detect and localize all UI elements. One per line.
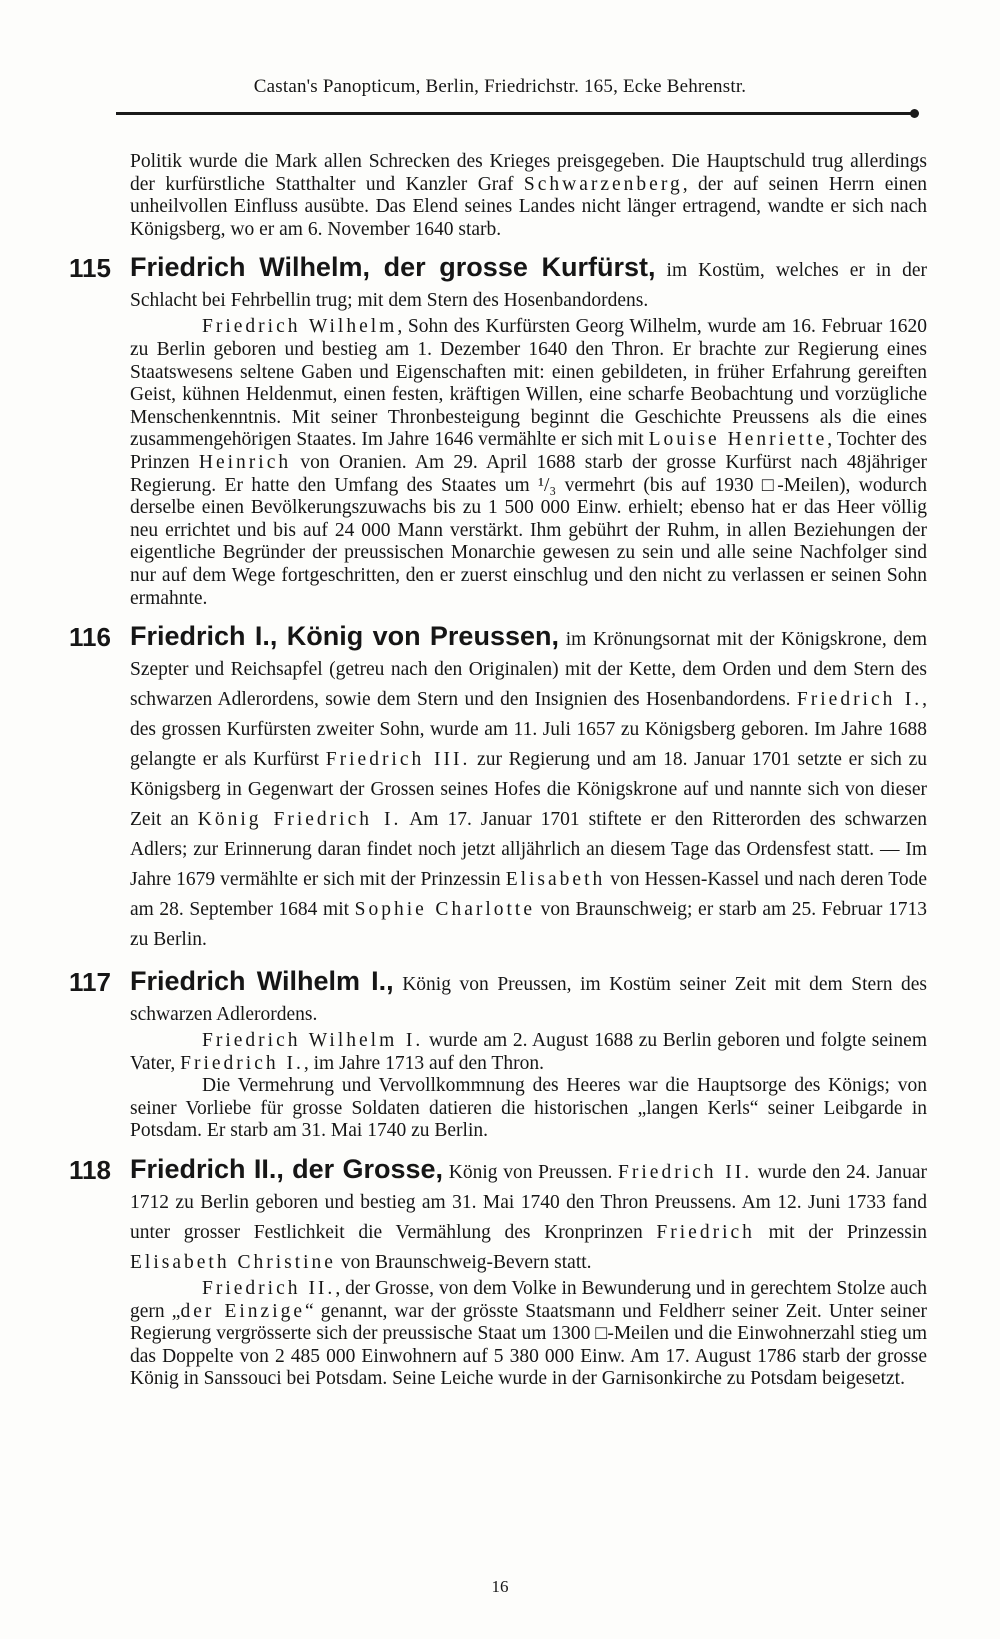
entry-number: 115 [69,253,111,284]
catalog-entry-115 [69,252,927,610]
entry-title: Friedrich Wilhelm I., [130,966,394,997]
header-rule-ornament [910,109,919,118]
page-number: 16 [491,1577,509,1596]
entry-paragraph: Friedrich Wilhelm, Sohn des Kurfürsten Georg Wilhelm, wurde am 16. Februar 1620 zu Berlin geboren und bestieg am 1. Dezember 1640 den Thron. Er brachte zur Regierung eines Staatswesens seltene Gaben und Eigenschaften mit: einen gebildeten, in früher Erfahrung gereiften Geist, kühnen Heldenmut, einen festen, kräftigen Willen, eine scharfe Beobachtung und vorzügliche Menschenkenntnis. Mit seiner Thronbesteigung beginnt die Geschichte Preussens als die eines zusammengehörigen Staates. Im Jahre 1646 vermählte er sich mit Louise Henriette, Tochter des Prinzen Heinrich von Oranien. Am 29. April 1688 starb der grosse Kurfürst nach 48jähriger Regierung. Er hatte den Umfang des Staates um ¹/₃ vermehrt (bis auf 1930 □-Meilen), wodurch derselbe einen Bevölkerungszuwachs bis zu 1 500 000 Einw. erhielt; ebenso hat er das Heer völlig neu errichtet und bis auf 24 000 Mann verstärkt. Ihm gebührt der Ruhm, in allen Beziehungen der eigentliche Begründer der preussischen Monarchie gewesen zu sein und alle seine Nachfolger sind nur auf dem Wege fortgeschritten, den er zuerst einschlug und den nicht zu verlassen er seinen Sohn ermahnte. [130,316,927,609]
entry-number: 117 [69,967,111,998]
entry-title: Friedrich II., der Grosse, [130,1154,444,1185]
entry-heading: Friedrich Wilhelm I., König von Preussen, im Kostüm seiner Zeit mit dem Stern des schwarzen Adlerordens. [130,966,927,1026]
entry-paragraph: Friedrich II., der Grosse, König von Preussen. Friedrich II. wurde den 24. Januar 1712 zu Berlin geboren und bestieg am 31. Mai 1740 den Thron Preussens. Am 12. Juni 1733 fand unter grosser Festlichkeit die Vermählung des Kronprinzen Friedrich mit der Prinzessin Elisabeth Christine von Braunschweig-Bevern statt. [130,1154,928,1274]
catalog-entry-116 [69,621,928,955]
entry-title: Friedrich I., König von Preussen, [130,621,559,652]
header-rule [116,112,916,115]
entry-paragraph: Friedrich I., König von Preussen, im Krönungsornat mit der Königskrone, dem Szepter und Reichsapfel (getreu nach den Originalen) mit der Kette, dem Orden und dem Stern des schwarzen Adlerordens, sowie dem Stern und den Insignien des Hosenbandordens. Friedrich I., des grossen Kurfürsten zweiter Sohn, wurde am 11. Juli 1657 zu Königsberg geboren. Im Jahre 1688 gelangte er als Kurfürst Friedrich III. zur Regierung und am 18. Januar 1701 setzte er sich zu Königsberg in Gegenwart der Grossen seines Hofes die Königskrone auf und nannte sich von dieser Zeit an König Friedrich I. Am 17. Januar 1701 stiftete er den Ritterorden des schwarzen Adlers; zur Erinnerung daran findet noch jetzt alljährlich an diesem Tage das Ordensfest statt. — Im Jahre 1679 vermählte er sich mit der Prinzessin Elisabeth von Hessen-Kassel und nach deren Tode am 28. September 1684 mit Sophie Charlotte von Braunschweig; er starb am 25. Februar 1713 zu Berlin. [130,621,928,951]
entry-heading: Friedrich Wilhelm, der grosse Kurfürst, im Kostüm, welches er in der Schlacht bei Fehrbellin trug; mit dem Stern des Hosenbandordens. [130,252,927,312]
entry-title: Friedrich Wilhelm, der grosse Kurfürst, [130,252,656,283]
intro-paragraph: Politik wurde die Mark allen Schrecken des Krieges preisgegeben. Die Hauptschuld trug allerdings der kurfürstliche Statthalter und Kanzler Graf Schwarzenberg, der auf seinen Herrn einen unheilvollen Einfluss ausübte. Das Elend seines Landes nicht länger ertragend, wandte er sich nach Königsberg, wo er am 6. November 1640 starb. [130,151,927,240]
entry-number: 118 [69,1155,111,1186]
entry-paragraph: Friedrich Wilhelm I. wurde am 2. August 1688 zu Berlin geboren und folgte seinem Vater, Friedrich I., im Jahre 1713 auf den Thron. [130,1030,927,1074]
catalog-entry-118 [69,1154,928,1391]
running-header: Castan's Panopticum, Berlin, Friedrichstr. 165, Ecke Behrenstr. [253,76,747,97]
entry-paragraph: Die Vermehrung und Vervollkommnung des Heeres war die Hauptsorge des Königs; von seiner Vorliebe für grosse Soldaten datieren die historischen „langen Kerls“ seiner Leibgarde in Potsdam. Er starb am 31. Mai 1740 zu Berlin. [130,1075,927,1142]
entry-paragraph: Friedrich II., der Grosse, von dem Volke in Bewunderung und in gerechtem Stolze auch gern „der Einzige“ genannt, war der grösste Staatsmann und Feldherr seiner Zeit. Unter seiner Regierung vergrösserte sich der preussische Staat um 1300 □-Meilen und die Einwohnerzahl stieg um das Doppelte von 2 485 000 Einwohnern auf 5 380 000 Einw. Am 17. August 1786 starb der grosse König in Sanssouci bei Potsdam. Seine Leiche wurde in der Garnisonkirche zu Potsdam beigesetzt. [130,1278,927,1390]
catalog-entry-117 [69,966,927,1143]
spaced-name: Schwarzenberg [523,173,683,195]
entry-number: 116 [69,622,111,653]
page-body [69,151,928,1391]
